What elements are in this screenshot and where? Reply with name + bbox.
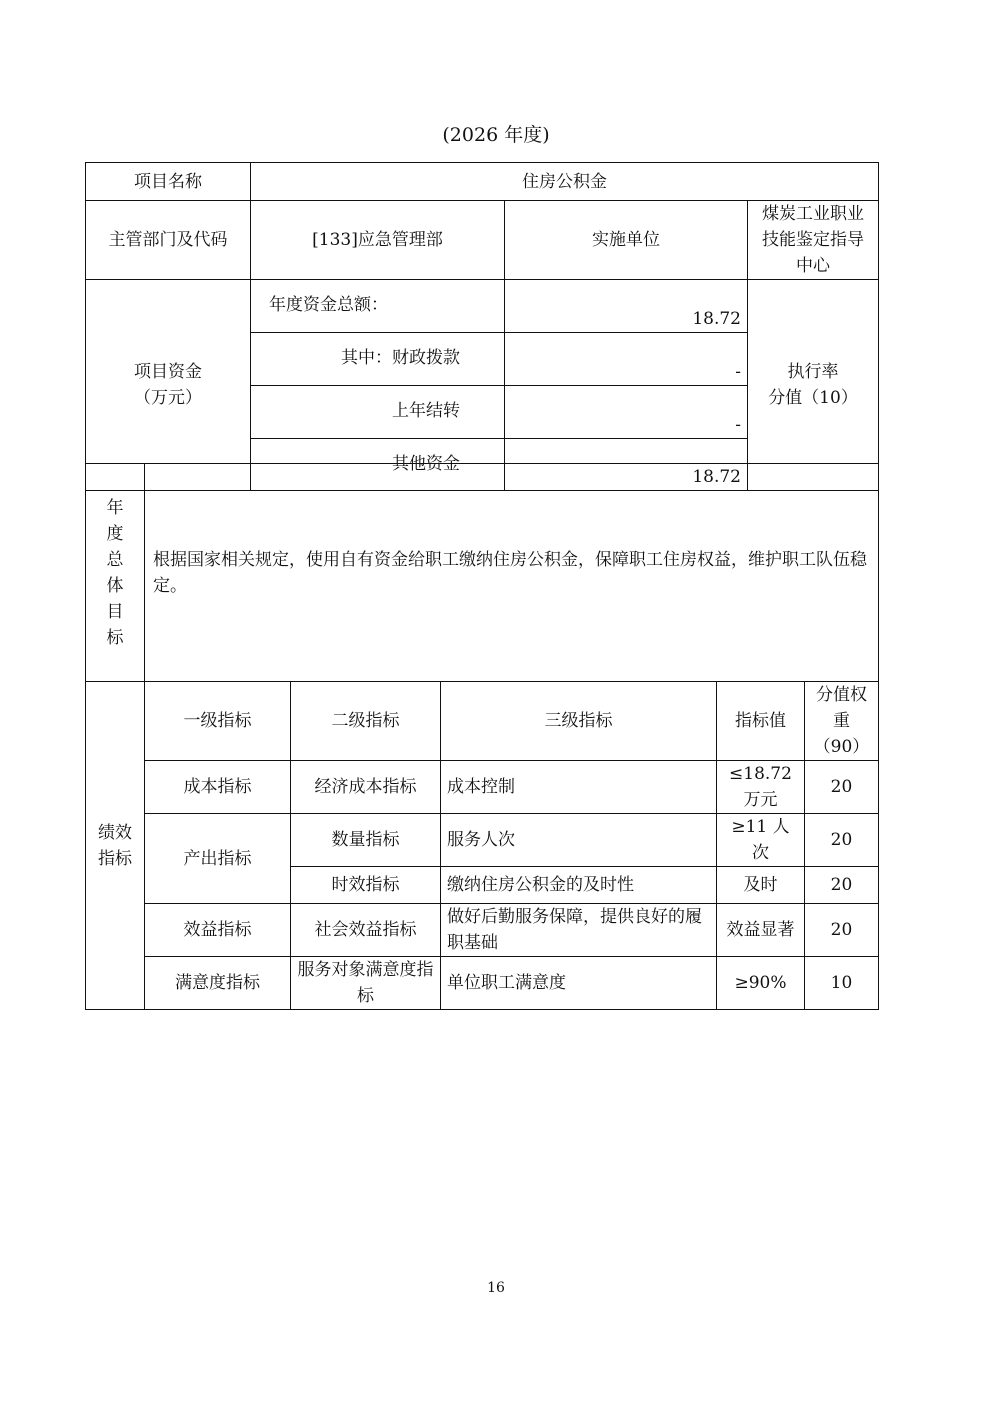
level3-cell: 缴纳住房公积金的及时性 (441, 867, 717, 904)
weight-cell: 20 (805, 867, 879, 904)
performance-table (85, 681, 879, 1010)
performance-label (86, 682, 145, 1010)
level3-cell: 做好后勤服务保障，提供良好的履职基础 (441, 904, 717, 957)
value-cell: ≤18.72万元 (717, 761, 805, 814)
funds-row-label: 其中：财政拨款 (251, 333, 505, 386)
table-row (86, 904, 879, 957)
funds-label (86, 280, 251, 491)
impl-value: 煤炭工业职业技能鉴定指导中心 (748, 201, 879, 280)
level3-cell: 单位职工满意度 (441, 957, 717, 1010)
funds-row-value: - (505, 333, 748, 386)
annual-goal-table (85, 463, 879, 682)
funds-row-label: 年度资金总额： (251, 280, 505, 333)
funds-label-line2: （万元） (134, 388, 202, 408)
funds-row-value: 18.72 (505, 439, 748, 491)
header-level1: 一级指标 (145, 682, 291, 761)
header-weight: 分值权重（90） (805, 682, 879, 761)
level1-cell: 满意度指标 (145, 957, 291, 1010)
goal-label-char: 年 (106, 497, 124, 518)
goal-label-char: 标 (106, 627, 124, 648)
dept-value: [133]应急管理部 (251, 201, 505, 280)
funds-row-label: 上年结转 (251, 386, 505, 439)
goal-label (86, 464, 145, 682)
level2-cell: 社会效益指标 (291, 904, 441, 957)
weight-cell: 20 (805, 761, 879, 814)
funds-row-label: 其他资金 (251, 439, 505, 491)
impl-label: 实施单位 (505, 201, 748, 280)
goal-label-char: 目 (106, 601, 124, 622)
table-row (86, 761, 879, 814)
project-info-table (85, 162, 879, 491)
exec-rate-line2: 分值（10） (768, 388, 858, 408)
value-cell: ≥90% (717, 957, 805, 1010)
weight-cell: 20 (805, 904, 879, 957)
performance-label-line1: 绩效 (98, 822, 132, 843)
performance-label-line2: 指标 (98, 848, 132, 869)
funds-row-value: 18.72 (505, 280, 748, 333)
value-cell: 及时 (717, 867, 805, 904)
header-value: 指标值 (717, 682, 805, 761)
level1-cell: 效益指标 (145, 904, 291, 957)
value-cell: 效益显著 (717, 904, 805, 957)
dept-label: 主管部门及代码 (86, 201, 251, 280)
project-name-value: 住房公积金 (251, 163, 879, 201)
header-level3: 三级指标 (441, 682, 717, 761)
level2-cell: 经济成本指标 (291, 761, 441, 814)
level1-cell: 产出指标 (145, 814, 291, 904)
goal-label-char: 度 (106, 523, 124, 544)
exec-rate-line1: 执行率 (787, 362, 839, 382)
weight-cell: 20 (805, 814, 879, 867)
page-number: 16 (487, 1280, 505, 1296)
level3-cell: 服务人次 (441, 814, 717, 867)
header-level2: 二级指标 (291, 682, 441, 761)
year-title: (2026 年度) (442, 124, 550, 146)
level2-cell: 时效指标 (291, 867, 441, 904)
project-name-label: 项目名称 (86, 163, 251, 201)
exec-rate-cell (748, 280, 879, 491)
funds-label-line1: 项目资金 (134, 362, 202, 382)
goal-text: 根据国家相关规定，使用自有资金给职工缴纳住房公积金，保障职工住房权益，维护职工队伍稳定。 (145, 464, 879, 682)
weight-cell: 10 (805, 957, 879, 1010)
level3-cell: 成本控制 (441, 761, 717, 814)
table-row (86, 957, 879, 1010)
level1-cell: 成本指标 (145, 761, 291, 814)
level2-cell: 数量指标 (291, 814, 441, 867)
table-row (86, 814, 879, 867)
goal-label-char: 总 (106, 549, 124, 570)
level2-cell: 服务对象满意度指标 (291, 957, 441, 1010)
funds-row-value: - (505, 386, 748, 439)
value-cell: ≥11 人次 (717, 814, 805, 867)
goal-label-char: 体 (106, 575, 124, 596)
